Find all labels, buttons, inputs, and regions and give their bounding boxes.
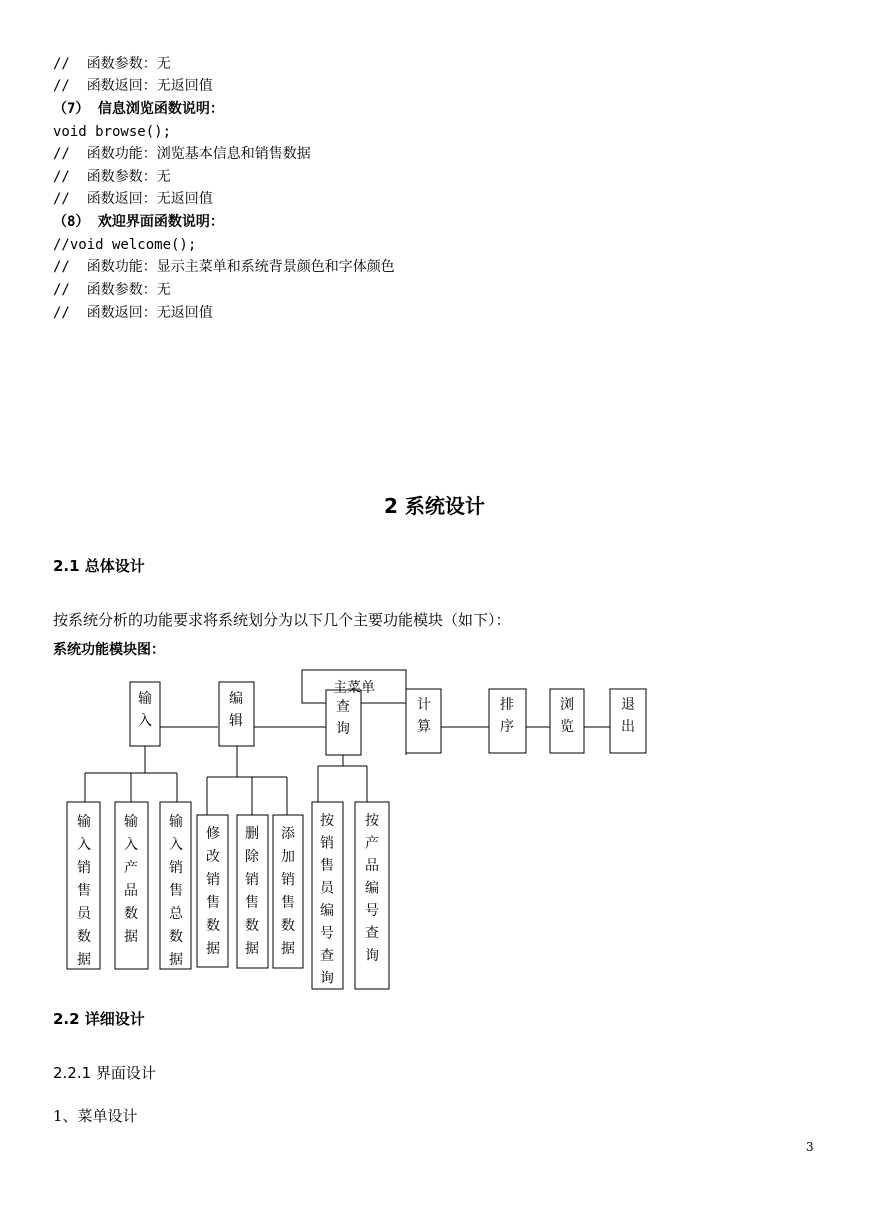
chapter-title: 2 系统设计 — [384, 494, 485, 518]
module-label: 退出 — [621, 697, 635, 735]
subsection-heading: （7） 信息浏览函数说明： — [53, 101, 224, 117]
module-label: 计算 — [417, 697, 431, 735]
code-line: // 函数参数：无 — [53, 169, 171, 185]
child-label: 删除销售数据 — [245, 826, 259, 957]
module-label: 输入 — [138, 691, 152, 729]
code-line: // 函数功能：浏览基本信息和销售数据 — [53, 146, 311, 162]
code-line: void browse(); — [53, 124, 172, 140]
module-diagram — [0, 660, 869, 1000]
section-heading-overall: 2.1 总体设计 — [53, 557, 145, 575]
overall-paragraph: 按系统分析的功能要求将系统划分为以下几个主要功能模块（如下）： — [53, 611, 511, 629]
root-label: 主菜单 — [333, 680, 375, 696]
section-heading-ui: 2.2.1 界面设计 — [53, 1064, 156, 1082]
code-line: // 函数返回：无返回值 — [53, 78, 213, 94]
code-line: // 函数参数：无 — [53, 56, 171, 72]
child-label: 输入销售员数据 — [77, 814, 91, 968]
code-line: // 函数参数：无 — [53, 282, 171, 298]
child-label: 按销售员编号查询 — [320, 813, 334, 987]
child-label: 输入产品数据 — [124, 814, 138, 945]
code-line: // 函数返回：无返回值 — [53, 191, 213, 207]
module-label: 排序 — [500, 697, 514, 735]
child-label: 添加销售数据 — [281, 826, 295, 957]
child-label: 按产品编号查询 — [365, 813, 379, 964]
menu-design-heading: 1、菜单设计 — [53, 1107, 138, 1125]
subsection-heading: （8） 欢迎界面函数说明： — [53, 214, 224, 230]
code-line: // 函数功能：显示主菜单和系统背景颜色和字体颜色 — [53, 259, 395, 275]
section-heading-detail: 2.2 详细设计 — [53, 1010, 145, 1028]
module-label: 编辑 — [229, 691, 243, 729]
diagram-caption: 系统功能模块图： — [53, 642, 165, 658]
child-label: 输入销售总数据 — [169, 814, 183, 968]
code-line: // 函数返回：无返回值 — [53, 305, 213, 321]
module-label: 查询 — [336, 699, 350, 737]
child-label: 修改销售数据 — [206, 826, 220, 957]
code-line: //void welcome(); — [53, 237, 197, 253]
module-label: 浏览 — [560, 697, 574, 735]
page-number: 3 — [806, 1140, 814, 1154]
